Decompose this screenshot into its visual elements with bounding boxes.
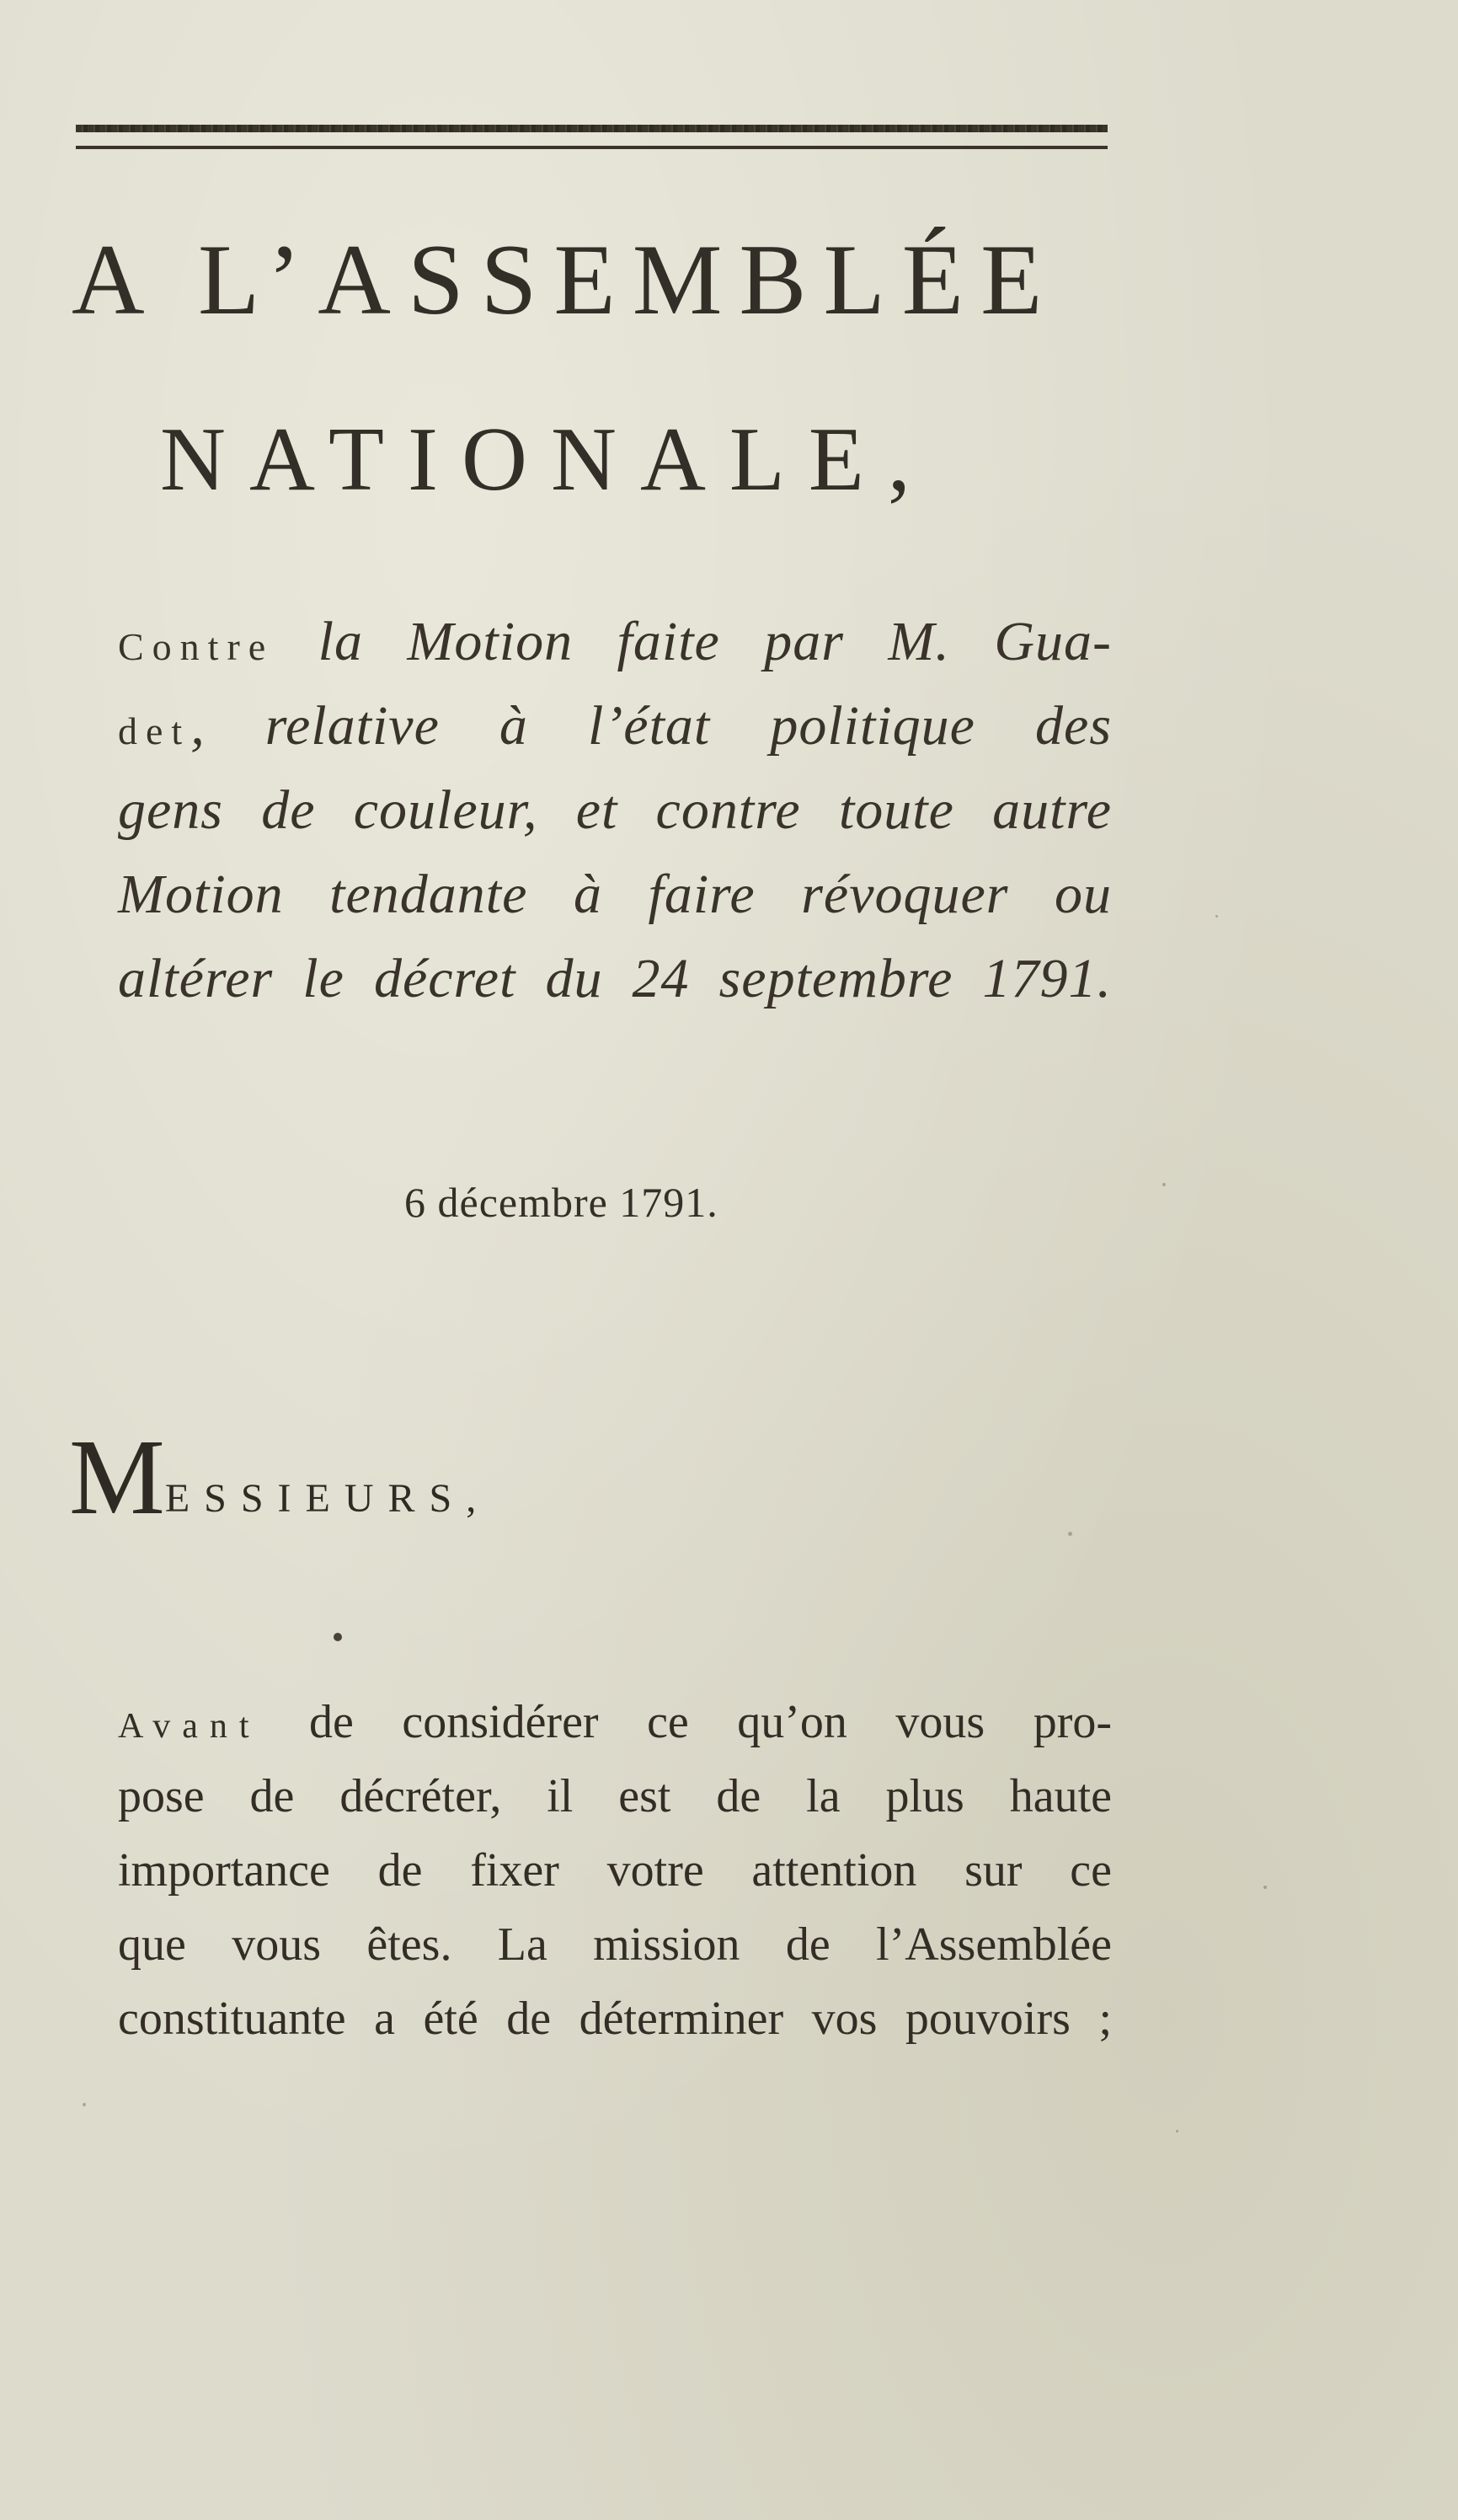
- body-line-5: constituante a été de déterminer vos pouvoirs ;: [118, 1993, 1112, 2045]
- body-line-3: importance de fixer votre attention sur ce: [118, 1844, 1112, 1897]
- salutation-rest: ESSIEURS,: [164, 1476, 491, 1521]
- title-line-2: NATIONALE,: [160, 409, 934, 510]
- subtitle: [118, 600, 1112, 1021]
- paper-speck: [1263, 1886, 1267, 1889]
- body-smallcaps-avant: Avant: [118, 1707, 261, 1746]
- subtitle-smallcaps-det: det: [118, 709, 191, 752]
- header-rule-thin: [76, 146, 1108, 149]
- body-line-1: [118, 1685, 1112, 1759]
- body-line-2: pose de décréter, il est de la plus haute: [118, 1770, 1112, 1822]
- printer-dot: [334, 1633, 342, 1641]
- paper-speck: [1162, 1183, 1166, 1186]
- subtitle-line-3: gens de couleur, et contre toute autre: [118, 779, 1112, 841]
- subtitle-line-2-text: , relative à l’état politique des: [190, 695, 1112, 757]
- body-line-4: que vous êtes. La mission de l’Assemblée: [118, 1918, 1112, 1971]
- subtitle-line-4: Motion tendante à faire révoquer ou: [118, 864, 1112, 925]
- paper-speck: [83, 2103, 86, 2106]
- header-rule-thick: [76, 125, 1108, 132]
- title-line-1: A L’ASSEMBLÉE: [72, 223, 1060, 335]
- paper-speck: [1176, 2130, 1178, 2132]
- subtitle-line-2: [118, 684, 1112, 768]
- subtitle-line-5: altérer le décret du 24 septembre 1791.: [118, 948, 1112, 1009]
- body-paragraph: [118, 1685, 1112, 2056]
- document-date: 6 décembre 1791.: [404, 1179, 718, 1226]
- paper-speck: [1215, 915, 1218, 918]
- subtitle-line-1-text: la Motion faite par M. Gua-: [274, 611, 1112, 672]
- body-line-1-text: de considérer ce qu’on vous pro-: [260, 1696, 1112, 1748]
- paper-speck: [1068, 1532, 1072, 1536]
- salutation: [69, 1417, 659, 1537]
- subtitle-smallcaps-contre: Contre: [118, 625, 275, 668]
- subtitle-line-1: [118, 600, 1112, 684]
- salutation-initial: M: [69, 1417, 165, 1537]
